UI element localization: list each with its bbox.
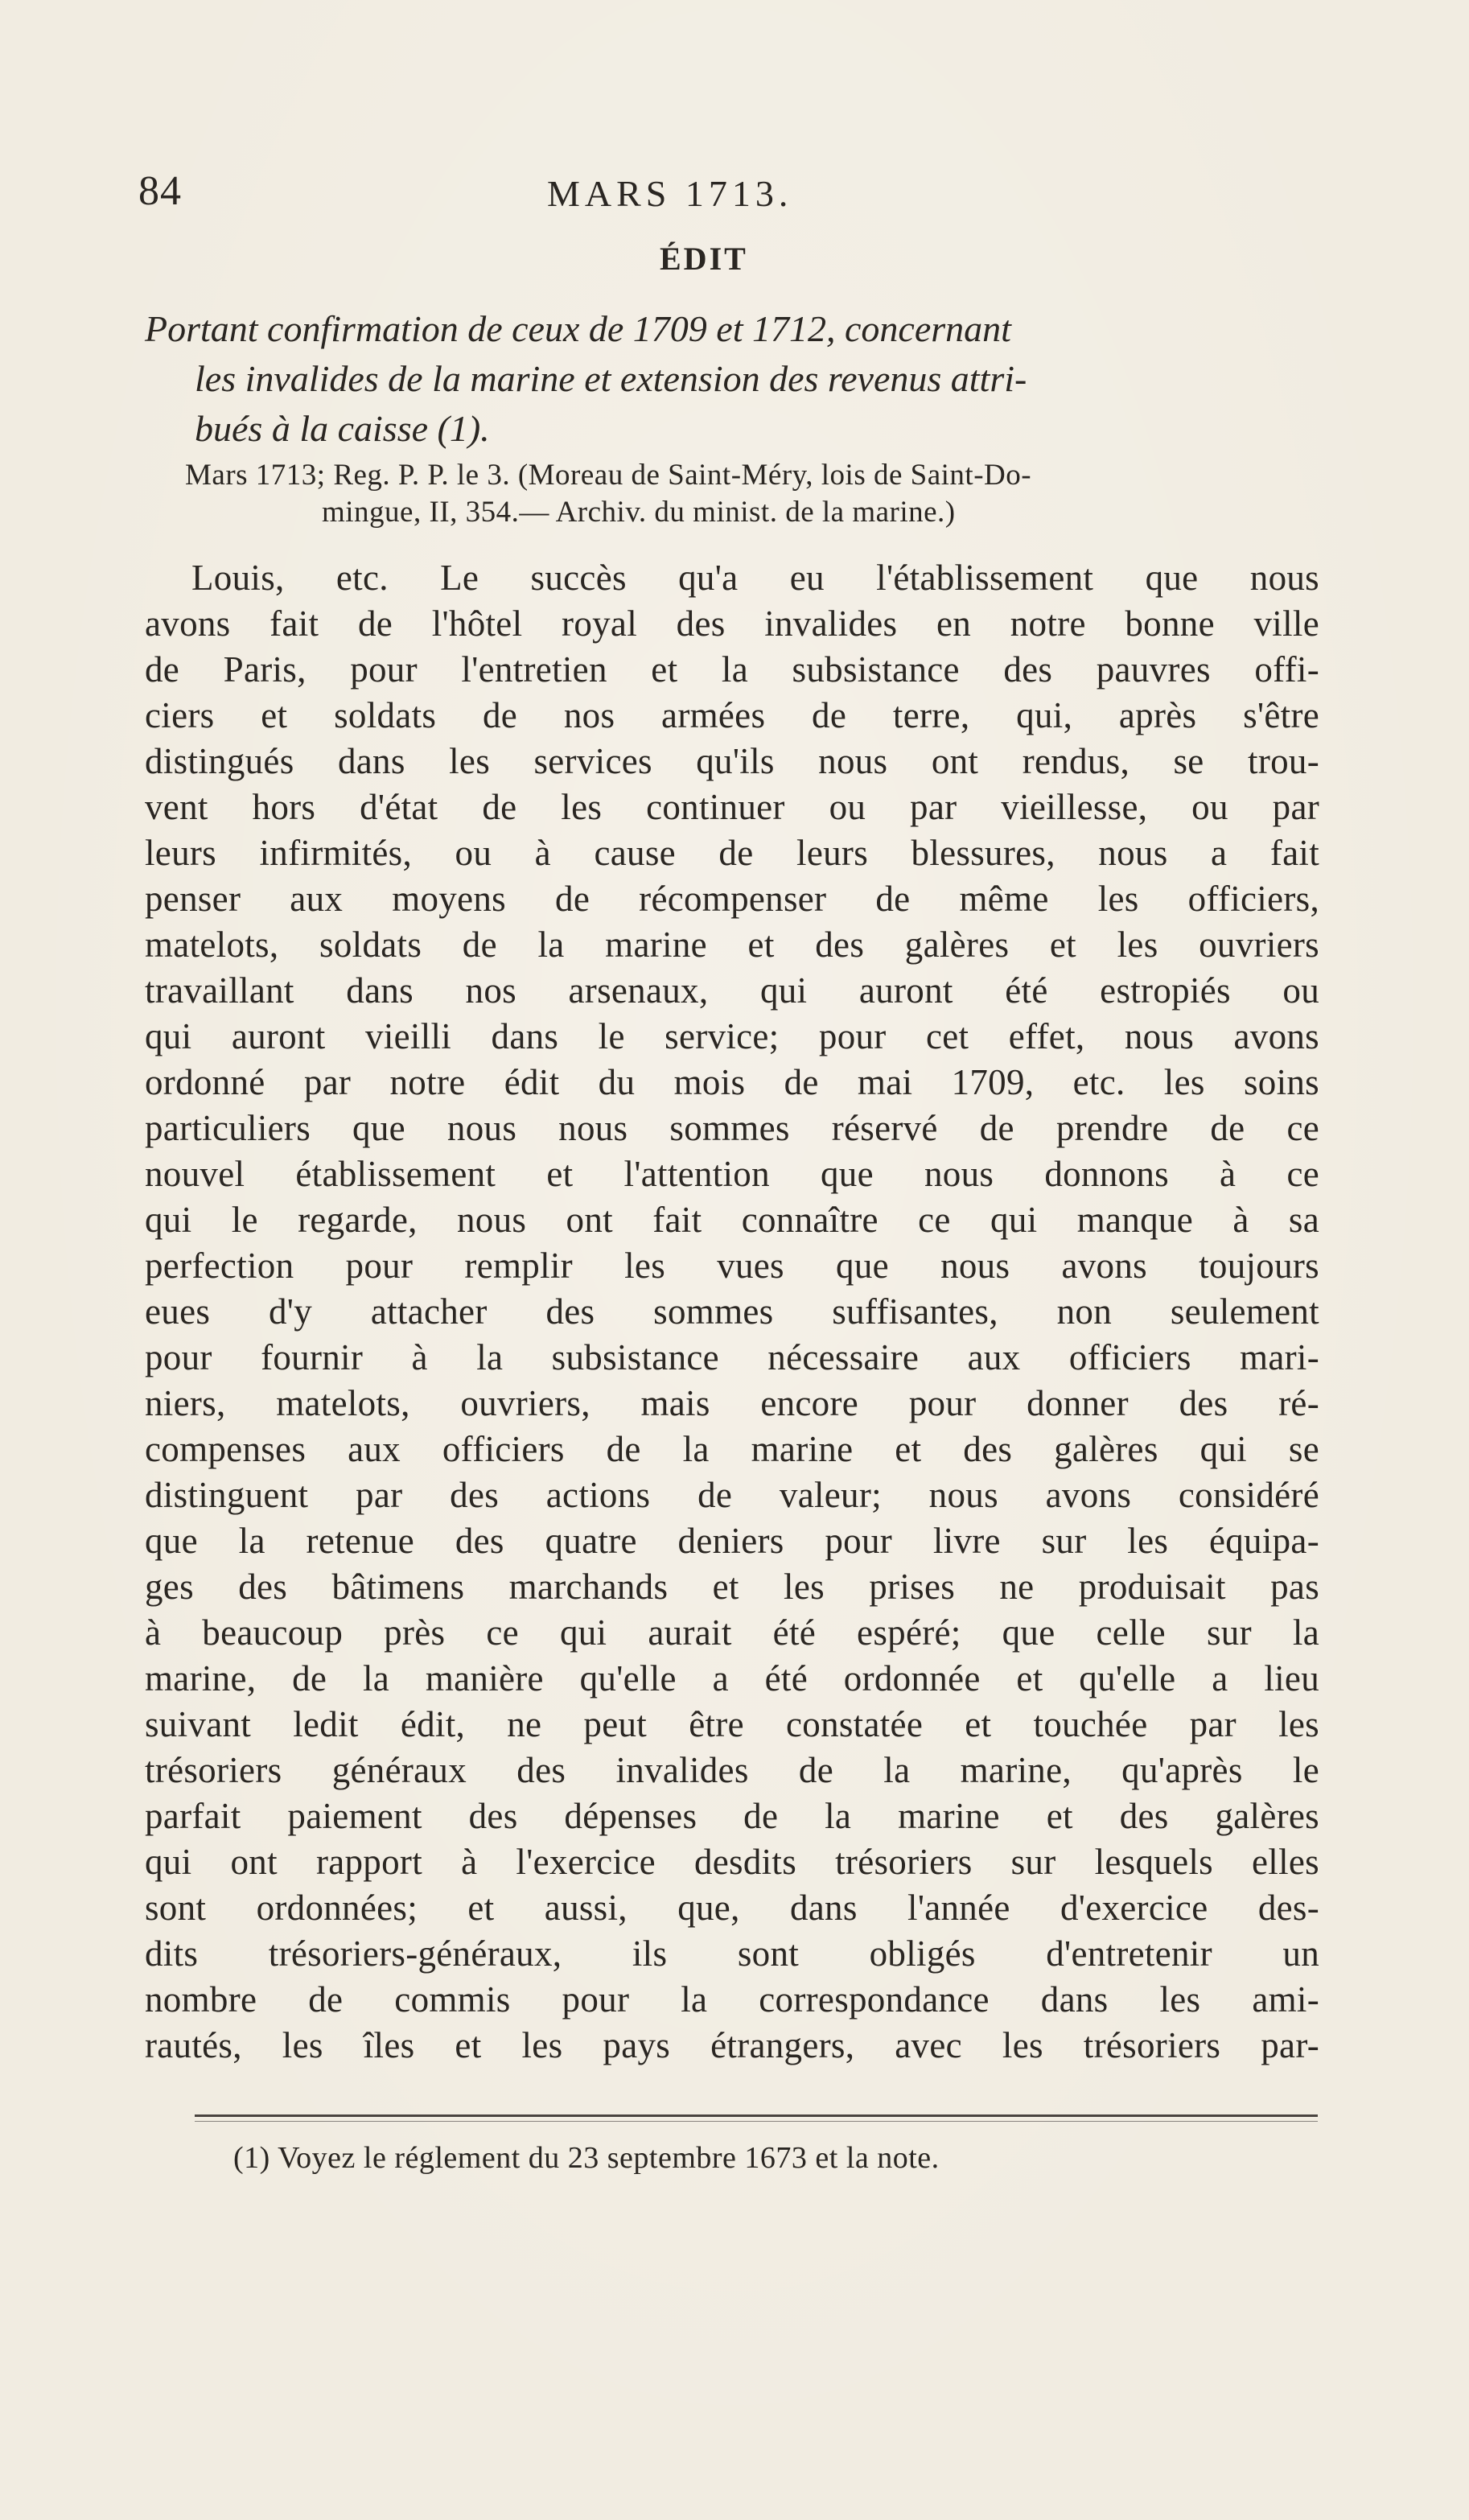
body-line: Louis, etc. Le succès qu'a eu l'établissement que nous	[191, 558, 1319, 598]
body-line: rautés, les îles et les pays étrangers, avec les trésoriers par-	[145, 2025, 1319, 2065]
body-line: travaillant dans nos arsenaux, qui auront été estropiés ou	[145, 970, 1319, 1011]
body-line: que la retenue des quatre deniers pour livre sur les équipa-	[145, 1521, 1319, 1561]
document-heading: ÉDIT	[660, 241, 748, 277]
body-line: eues d'y attacher des sommes suffisantes, non seulement	[145, 1291, 1319, 1332]
body-line: suivant ledit édit, ne peut être constatée et touchée par les	[145, 1704, 1319, 1744]
body-line: à beaucoup près ce qui aurait été espéré; que celle sur la	[145, 1612, 1319, 1653]
source-line: Mars 1713; Reg. P. P. le 3. (Moreau de Saint-Méry, lois de Saint-Do-	[185, 459, 1032, 492]
body-line: dits trésoriers-généraux, ils sont obligés d'entretenir un	[145, 1933, 1319, 1974]
body-line: pour fournir à la subsistance nécessaire aux officiers mari-	[145, 1337, 1319, 1377]
body-line: distingués dans les services qu'ils nous ont rendus, se trou-	[145, 741, 1319, 781]
footnote: (1) Voyez le réglement du 23 septembre 1673 et la note.	[233, 2141, 940, 2175]
page-number: 84	[138, 168, 182, 214]
body-line: nombre de commis pour la correspondance dans les ami-	[145, 1979, 1319, 2020]
body-line: sont ordonnées; et aussi, que, dans l'année d'exercice des-	[145, 1888, 1319, 1928]
body-line: ges des bâtimens marchands et les prises ne produisait pas	[145, 1567, 1319, 1607]
title-line: bués à la caisse (1).	[195, 408, 490, 449]
footnote-divider	[195, 2114, 1318, 2117]
body-line: compenses aux officiers de la marine et des galères qui se	[145, 1429, 1319, 1469]
body-line: particuliers que nous nous sommes réservé de prendre de ce	[145, 1108, 1319, 1148]
body-line: qui auront vieilli dans le service; pour cet effet, nous avons	[145, 1016, 1319, 1056]
title-line: Portant confirmation de ceux de 1709 et 1712, concernant	[145, 308, 1011, 349]
body-line: leurs infirmités, ou à cause de leurs blessures, nous a fait	[145, 833, 1319, 873]
footnote-divider-thin	[195, 2121, 1318, 2122]
body-line: marine, de la manière qu'elle a été ordonnée et qu'elle a lieu	[145, 1658, 1319, 1699]
body-line: nouvel établissement et l'attention que nous donnons à ce	[145, 1154, 1319, 1194]
body-line: ciers et soldats de nos armées de terre, qui, après s'être	[145, 695, 1319, 735]
body-line: matelots, soldats de la marine et des galères et les ouvriers	[145, 924, 1319, 965]
body-line: trésoriers généraux des invalides de la marine, qu'après le	[145, 1750, 1319, 1790]
body-line: qui ont rapport à l'exercice desdits trésoriers sur lesquels elles	[145, 1842, 1319, 1882]
body-line: de Paris, pour l'entretien et la subsistance des pauvres offi-	[145, 649, 1319, 690]
body-line: perfection pour remplir les vues que nous avons toujours	[145, 1246, 1319, 1286]
title-line: les invalides de la marine et extension des revenus attri-	[195, 358, 1027, 399]
body-line: vent hors d'état de les continuer ou par vieillesse, ou par	[145, 787, 1319, 827]
body-line: qui le regarde, nous ont fait connaître ce qui manque à sa	[145, 1200, 1319, 1240]
running-head: MARS 1713.	[547, 173, 793, 214]
body-line: niers, matelots, ouvriers, mais encore pour donner des ré-	[145, 1383, 1319, 1423]
body-text	[145, 555, 1319, 2069]
source-reference	[185, 457, 1319, 531]
body-line: ordonné par notre édit du mois de mai 1709, etc. les soins	[145, 1062, 1319, 1102]
document-title	[145, 304, 1319, 454]
body-line: distinguent par des actions de valeur; nous avons considéré	[145, 1475, 1319, 1515]
body-line: parfait paiement des dépenses de la marine et des galères	[145, 1796, 1319, 1836]
body-line: avons fait de l'hôtel royal des invalides en notre bonne ville	[145, 603, 1319, 644]
body-line: penser aux moyens de récompenser de même les officiers,	[145, 879, 1319, 919]
source-line: mingue, II, 354.— Archiv. du minist. de la marine.)	[322, 496, 956, 529]
